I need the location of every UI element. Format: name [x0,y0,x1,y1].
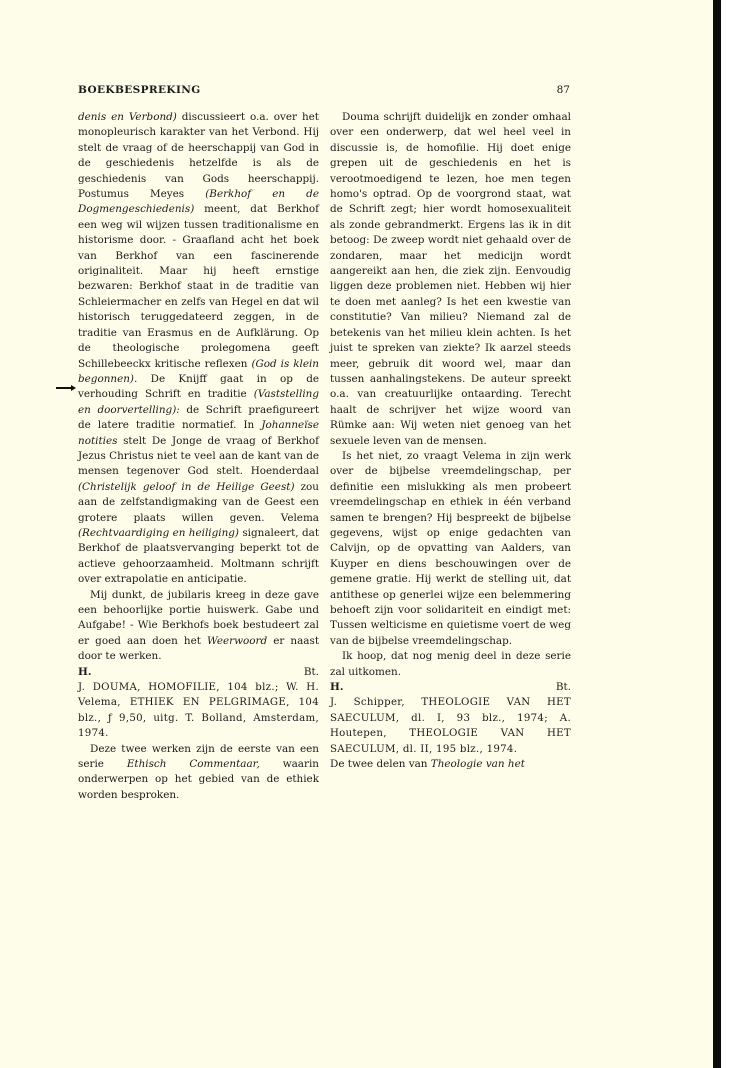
right-paragraph-1: Douma schrijft duidelijk en zonder omhaal over een onderwerp, dat wel heel veel in discussie is, de homofilie. Hij doet enige grepen uit de geschiedenis en het is verootmoedigend te lezen, hoe men tegen homo's optrad. Op de voorgrond staat, wat de Schrift zegt; hier wordt homosexualiteit als zonde gebrandmerkt. Ergens las ik in dit betoog: De zweep wordt niet gehaald over de zondaren, maar het medicijn wordt aangereikt aan hen, die ziek zijn. Eenvoudig liggen deze problemen niet. Hebben wij hier te doen met aanleg? Is het een kwestie van constitutie? Van milieu? Niemand zal de betekenis van het milieu klein achten. Is het juist te spreken van ziekte? Ik aarzel steeds meer, gebruik dit woord wel, maar dan tussen aanhalingstekens. De auteur spreekt o.a. van creatuurlijke ontaarding. Terecht haalt de schrijver het wijze woord van Rümke aan: Wij weten niet genoeg van het sexuele leven van de mensen. [330,111,571,447]
signature-initial: H. [330,681,344,694]
left-column [78,110,319,803]
book-reference-1: J. DOUMA, HOMOFILIE, 104 blz.; W. H. Velema, ETHIEK EN PELGRIMAGE, 104 blz., ƒ 9,50, uitg. T. Bolland, Amsterdam, 1974. [78,682,319,740]
right-paragraph-3: Ik hoop, dat nog menig deel in deze serie zal uitkomen. [330,650,571,678]
left-paragraph-2: Mij dunkt, de jubilaris kreeg in deze gave een behoorlijke portie huiswerk. Gabe und Aufgabe! - Wie Berkhofs boek bestudeert zal er goed aan doen het Weerwoord er naast door te werken. [78,588,320,663]
signature-2 [330,680,571,695]
left-paragraph-1: denis en Verbond) discussieert o.a. over het monopleurisch karakter van het Verbond. Hij stelt de vraag of de heerschappij van God in de geschiedenis hetzelfde is als de geschiedenis van Gods heerschappij. Postumus Meyes (Berkhof en de Dogmengeschiedenis) meent, dat Berkhof een weg wil wijzen tussen traditionalisme en historisme door. - Graafland acht het boek van Berkhof van een fascinerende originaliteit. Maar hij heeft ernstige bezwaren: Berkhof staat in de traditie van Schleiermacher en zelfs van Hegel en dat wil historisch teruggedateerd zeggen, in de traditie van Erasmus en de Aufklärung. Op de theologische prolegomena geeft Schillebeeckx kritische reflexen (God is klein begonnen). De Knijff gaat in op de verhouding Schrift en traditie (Vaststelling en doorvertelling): de Schrift praefigureert de latere traditie normatief. In Johanneïse notities stelt De Jonge de vraag of Berkhof Jezus Christus niet te veel aan de kant van de mensen tegenover God stelt. Hoenderdaal (Christelijk geloof in de Heilige Geest) zou aan de zelfstandigmaking van de Geest een grotere plaats willen geven. Velema (Rechtvaardiging en heiliging) signaleert, dat Berkhof de plaatsvervanging beperkt tot de actieve gehoorzaamheid. Moltmann schrijft over extrapolatie en anticipatie. [78,111,319,586]
signature-initial: H. [78,665,92,678]
signature-abbr: Bt. [555,681,571,694]
left-paragraph-3: Deze twee werken zijn de eerste van een serie Ethisch Commentaar, waarin onderwerpen op het gebied van de ethiek worden besproken. [78,742,319,801]
book-reference-2: J. Schipper, THEOLOGIE VAN HET SAECULUM, dl. I, 93 blz., 1974; A. Houtepen, THEOLOGIE VAN HET SAECULUM, dl. II, 195 blz., 1974. [330,697,571,755]
right-column [330,110,571,772]
signature-abbr: Bt. [303,665,319,678]
right-paragraph-4: De twee delen van Theologie van het [330,758,525,771]
scan-edge [713,0,721,1068]
margin-arrow-icon [56,387,74,389]
signature-1 [78,665,319,680]
page-number: 87 [556,84,570,96]
running-header: BOEKBESPREKING [78,84,201,96]
right-paragraph-2: Is het niet, zo vraagt Velema in zijn werk over de bijbelse vreemdelingschap, per definitie een mislukking als men probeert vreemdelingschap en ethiek in één verband samen te brengen? Hij bespreekt de bijbelse gegevens, wijst op enige gedachten van Calvijn, op de opvatting van Aalders, van Kuyper en diens beschouwingen over de gemene gratie. Hij werkt de stelling uit, dat antithese op generlei wijze een belemmering behoeft zijn voor solidariteit en eindigt met: Tussen welticisme en quietisme voert de weg van de bijbelse vreemdelingschap. [330,449,571,647]
